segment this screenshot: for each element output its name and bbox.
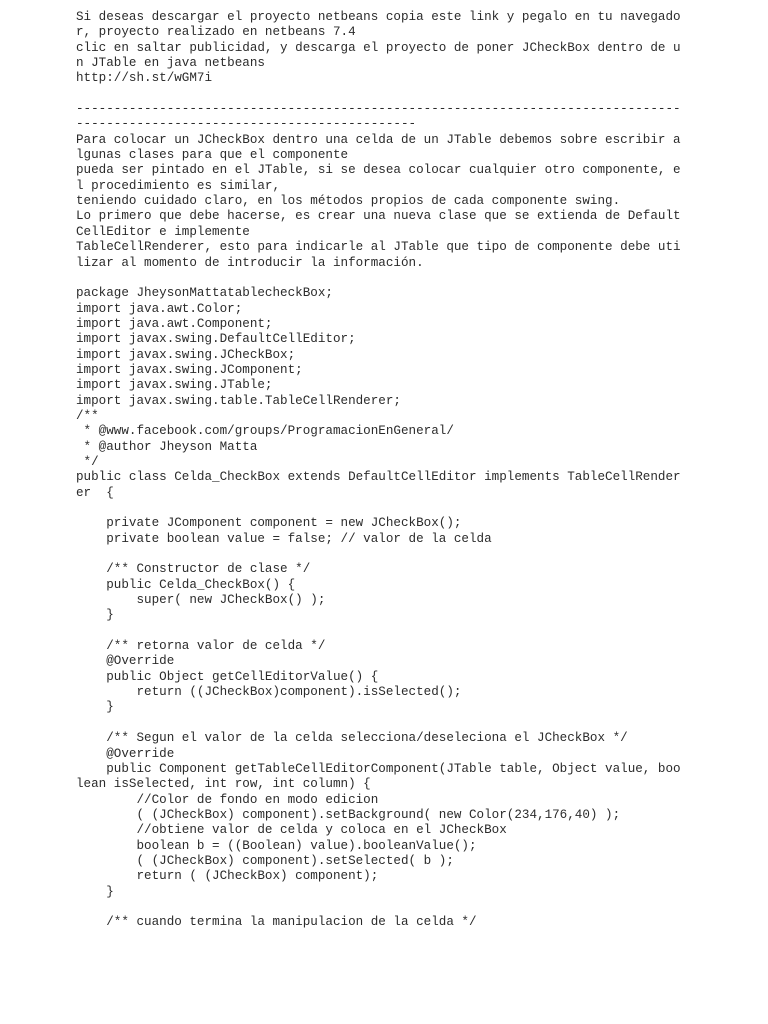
document-line: import javax.swing.table.TableCellRenderer; [76,393,401,408]
document-line: --------------------------------------------- [76,117,417,132]
document-line [76,547,692,562]
document-line: lgunas clases para que el componente [76,148,349,163]
document-line: } [76,608,114,623]
document-line: //obtiene valor de celda y coloca en el JCheckBox [76,823,507,838]
document-page [76,10,692,1014]
document-line: boolean b = ((Boolean) value).booleanValue(); [76,838,477,853]
document-line [76,624,692,639]
document-line: http://sh.st/wGM7i [76,71,213,86]
document-line: /** retorna valor de celda */ [76,639,326,654]
document-line: @Override [76,746,175,761]
document-line: import java.awt.Color; [76,301,243,316]
document-line: super( new JCheckBox() ); [76,593,326,608]
document-line: /** Segun el valor de la celda selecciona/deseleciona el JCheckBox */ [76,731,628,746]
document-line: //Color de fondo en modo edicion [76,792,379,807]
document-line: /** cuando termina la manipulacion de la celda */ [76,915,477,930]
document-line: er { [76,485,114,500]
document-line [76,900,692,915]
document-line [76,271,692,286]
document-line: public Celda_CheckBox() { [76,577,296,592]
document-line: /** Constructor de clase */ [76,562,311,577]
document-line: ( (JCheckBox) component).setBackground( new Color(234,176,40) ); [76,807,621,822]
document-line: CellEditor e implemente [76,224,250,239]
document-line: import javax.swing.DefaultCellEditor; [76,332,356,347]
document-line: @Override [76,654,175,669]
document-line: private boolean value = false; // valor de la celda [76,531,492,546]
document-line: package JheysonMattatablecheckBox; [76,286,333,301]
document-line: ( (JCheckBox) component).setSelected( b ); [76,853,454,868]
document-line [76,501,692,516]
document-line: private JComponent component = new JCheckBox(); [76,516,462,531]
document-line: pueda ser pintado en el JTable, si se desea colocar cualquier otro componente, e [76,163,681,178]
document-line: public Object getCellEditorValue() { [76,669,379,684]
document-line: l procedimiento es similar, [76,178,281,193]
document-line: * @www.facebook.com/groups/ProgramacionEnGeneral/ [76,424,454,439]
document-line: Lo primero que debe hacerse, es crear una nueva clase que se extienda de Default [76,209,681,224]
document-line: import javax.swing.JCheckBox; [76,347,296,362]
document-line: public class Celda_CheckBox extends DefaultCellEditor implements TableCellRender [76,470,681,485]
document-line [76,716,692,731]
document-line: -------------------------------------------------------------------------------- [76,102,681,117]
document-line: */ [76,454,99,469]
document-line [76,87,692,102]
document-line: /** [76,408,99,423]
document-line: return ((JCheckBox)component).isSelected(); [76,685,462,700]
document-line: lean isSelected, int row, int column) { [76,777,371,792]
document-line: } [76,700,114,715]
document-line: return ( (JCheckBox) component); [76,869,379,884]
document-line: import javax.swing.JComponent; [76,362,303,377]
document-line: Si deseas descargar el proyecto netbeans copia este link y pegalo en tu navegado [76,10,681,24]
document-line: public Component getTableCellEditorComponent(JTable table, Object value, boo [76,761,681,776]
document-line: Para colocar un JCheckBox dentro una celda de un JTable debemos sobre escribir a [76,132,681,147]
document-line: clic en saltar publicidad, y descarga el proyecto de poner JCheckBox dentro de u [76,40,681,55]
document-line: import java.awt.Component; [76,316,273,331]
document-line: TableCellRenderer, esto para indicarle al JTable que tipo de componente debe uti [76,240,681,255]
document-line: * @author Jheyson Matta [76,439,258,454]
document-line: teniendo cuidado claro, en los métodos propios de cada componente swing. [76,194,621,209]
document-line: r, proyecto realizado en netbeans 7.4 [76,25,356,40]
document-line: } [76,884,114,899]
document-line: import javax.swing.JTable; [76,378,273,393]
document-line: lizar al momento de introducir la información. [76,255,424,270]
document-line: n JTable en java netbeans [76,56,265,71]
